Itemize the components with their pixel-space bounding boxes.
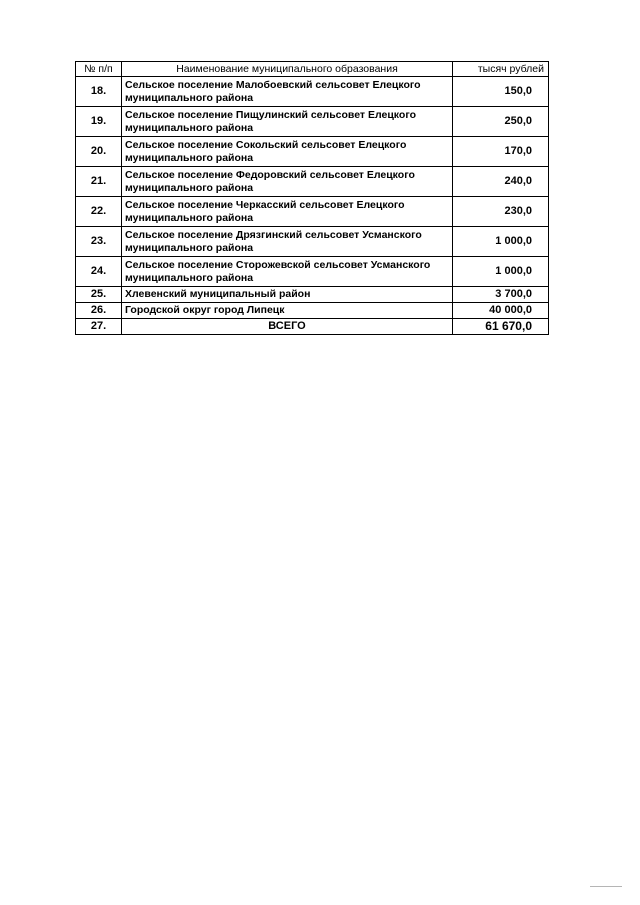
amount-value: 40 000,0: [453, 303, 549, 319]
municipality-name: Сельское поселение Сторожевской сельсовет Усманского муниципального района: [122, 257, 453, 287]
row-number: 22.: [76, 197, 122, 227]
total-row-number: 27.: [76, 319, 122, 335]
row-number: 20.: [76, 137, 122, 167]
header-num: № п/п: [76, 62, 122, 77]
row-number: 26.: [76, 303, 122, 319]
amount-value: 1 000,0: [453, 227, 549, 257]
table-row: [76, 137, 549, 167]
row-number: 23.: [76, 227, 122, 257]
table-row: [76, 303, 549, 319]
amount-value: 150,0: [453, 77, 549, 107]
header-name: Наименование муниципального образования: [122, 62, 453, 77]
table-row: [76, 287, 549, 303]
municipality-name: Хлевенский муниципальный район: [122, 287, 453, 303]
municipality-name: Сельское поселение Сокольский сельсовет Елецкого муниципального района: [122, 137, 453, 167]
total-label: ВСЕГО: [122, 319, 453, 335]
amount-value: 250,0: [453, 107, 549, 137]
amount-value: 3 700,0: [453, 287, 549, 303]
amount-value: 230,0: [453, 197, 549, 227]
table-row: [76, 197, 549, 227]
allocation-table: [75, 61, 549, 335]
amount-value: 240,0: [453, 167, 549, 197]
municipality-name: Сельское поселение Пищулинский сельсовет Елецкого муниципального района: [122, 107, 453, 137]
amount-value: 1 000,0: [453, 257, 549, 287]
total-row: [76, 319, 549, 335]
municipality-name: Городской округ город Липецк: [122, 303, 453, 319]
scan-edge-mark: [590, 886, 622, 887]
table-row: [76, 77, 549, 107]
municipality-name: Сельское поселение Малобоевский сельсовет Елецкого муниципального района: [122, 77, 453, 107]
table-row: [76, 227, 549, 257]
table-header-row: [76, 62, 549, 77]
municipality-name: Сельское поселение Дрязгинский сельсовет Усманского муниципального района: [122, 227, 453, 257]
amount-value: 170,0: [453, 137, 549, 167]
municipality-name: Сельское поселение Черкасский сельсовет Елецкого муниципального района: [122, 197, 453, 227]
row-number: 24.: [76, 257, 122, 287]
table-row: [76, 257, 549, 287]
row-number: 21.: [76, 167, 122, 197]
row-number: 19.: [76, 107, 122, 137]
row-number: 25.: [76, 287, 122, 303]
row-number: 18.: [76, 77, 122, 107]
table-body: [76, 77, 549, 335]
total-amount: 61 670,0: [453, 319, 549, 335]
header-amount: тысяч рублей: [453, 62, 549, 77]
table-row: [76, 167, 549, 197]
table-row: [76, 107, 549, 137]
municipality-name: Сельское поселение Федоровский сельсовет Елецкого муниципального района: [122, 167, 453, 197]
